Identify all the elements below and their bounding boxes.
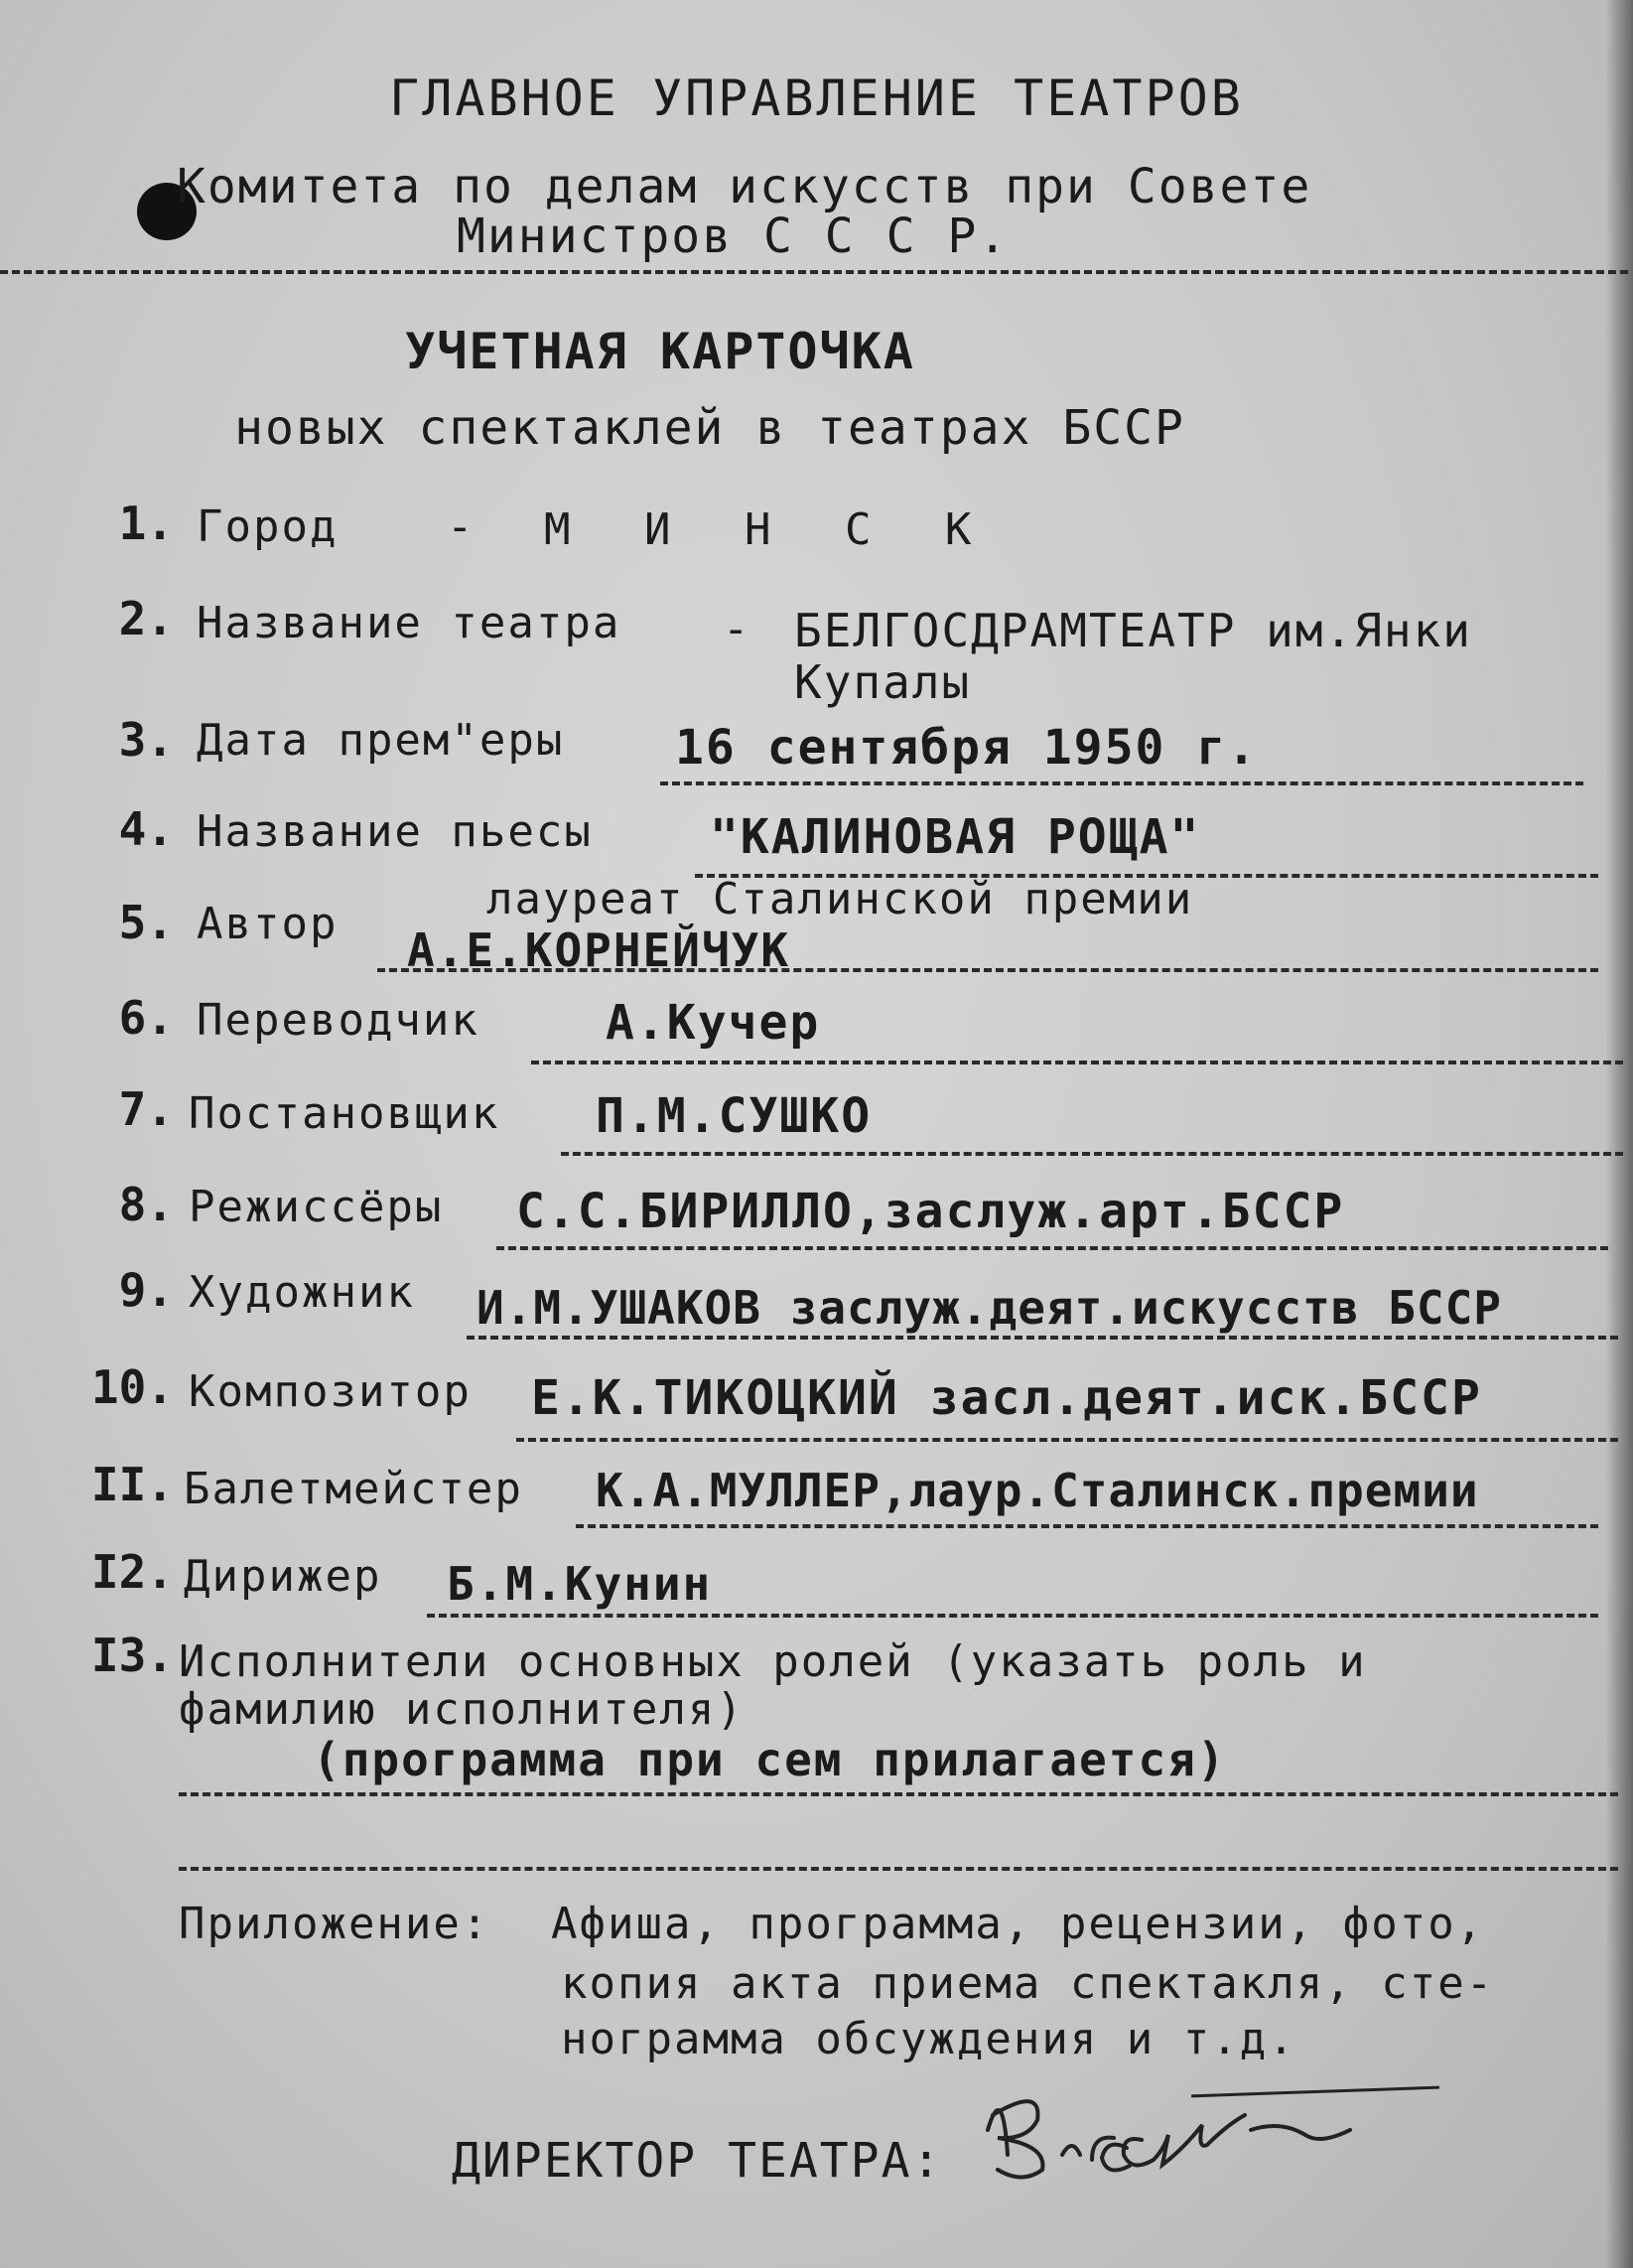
item-label-performers: Исполнители основных ролей (указать роль и: [179, 1636, 1367, 1687]
item-underline: [467, 1336, 1618, 1340]
item-value-premiere: 16 сентября 1950 г.: [675, 720, 1259, 776]
card-title: УЧЕТНАЯ КАРТОЧКА: [405, 323, 915, 380]
item-label-premiere: Дата прем"еры: [197, 715, 565, 766]
item-number: II.: [90, 1458, 174, 1511]
item-label-translator: Переводчик: [197, 995, 479, 1046]
committee-line-2: Министров С С С Р.: [457, 209, 1010, 264]
item-underline: [561, 1152, 1623, 1156]
item-label-producer: Постановщик: [189, 1088, 500, 1139]
item-value-ballet: К.А.МУЛЛЕР,лаур.Сталинск.премии: [596, 1464, 1479, 1517]
page-edge-shadow: [1605, 0, 1633, 2268]
item-underline: [179, 1792, 1618, 1796]
item-value-composer: Е.К.ТИКОЦКИЙ засл.деят.иск.БССР: [531, 1370, 1482, 1426]
appendix-label: Приложение:: [179, 1899, 490, 1949]
item-number: 6.: [118, 991, 174, 1045]
header-divider: [0, 270, 1628, 274]
item-underline: [531, 1061, 1623, 1064]
item-value-producer: П.М.СУШКО: [596, 1088, 873, 1144]
item-value-directors: С.С.БИРИЛЛО,заслуж.арт.БССР: [516, 1184, 1345, 1239]
item-number: 3.: [118, 713, 174, 767]
blank-line: [179, 1867, 1618, 1871]
item-value-author-title: лауреат Сталинской премии: [486, 874, 1194, 924]
item-value-artist: И.М.УШАКОВ заслуж.деят.искусств БССР: [476, 1281, 1502, 1335]
item-number: 2.: [118, 592, 174, 645]
item-label-author: Автор: [197, 899, 339, 949]
item-label-ballet: Балетмейстер: [184, 1464, 523, 1514]
item-number: 5.: [118, 896, 174, 949]
item-underline: [496, 1246, 1608, 1250]
item-number: I3.: [90, 1629, 174, 1682]
item-number: 9.: [118, 1263, 174, 1317]
item-label-performers-cont: фамилию исполнителя): [179, 1684, 745, 1735]
item-value-city: М И Н С К: [544, 504, 996, 555]
item-underline: [377, 968, 1598, 972]
org-heading: ГЛАВНОЕ УПРАВЛЕНИЕ ТЕАТРОВ: [389, 70, 1244, 127]
item-value-translator: А.Кучер: [606, 995, 821, 1051]
item-underline: [516, 1438, 1618, 1442]
item-label-play: Название пьесы: [197, 806, 593, 857]
item-label-city: Город: [197, 501, 339, 552]
director-label: ДИРЕКТОР ТЕАТРА:: [452, 2133, 943, 2189]
item-value-play: "КАЛИНОВАЯ РОЩА": [710, 809, 1201, 865]
item-value-author: А.Е.КОРНЕЙЧУК: [407, 923, 791, 977]
item-number: 1.: [118, 496, 174, 550]
committee-line-1: Комитета по делам искусств при Совете: [177, 159, 1312, 214]
item-value-theatre-cont: Купалы: [794, 655, 972, 709]
item-underline: [427, 1614, 1598, 1618]
item-label-artist: Художник: [189, 1267, 415, 1318]
item-number: 8.: [118, 1178, 174, 1231]
item-sep: -: [723, 604, 751, 654]
item-value-performers: (программа при сем прилагается): [313, 1733, 1227, 1786]
item-number: 7.: [118, 1082, 174, 1136]
item-label-conductor: Дирижер: [184, 1551, 382, 1602]
item-label-composer: Композитор: [189, 1366, 472, 1417]
appendix-line-1: Афиша, программа, рецензии, фото,: [551, 1899, 1485, 1949]
appendix-line-2: копия акта приема спектакля, сте-: [561, 1958, 1495, 2009]
item-number: 10.: [90, 1360, 174, 1414]
item-number: 4.: [118, 802, 174, 856]
item-value-theatre: БЕЛГОСДРАМТЕАТР им.Янки: [794, 604, 1472, 657]
item-number: I2.: [90, 1545, 174, 1599]
item-label-theatre: Название театра: [197, 598, 621, 648]
item-label-directors: Режиссёры: [189, 1182, 444, 1232]
card-subtitle: новых спектаклей в театрах БССР: [234, 400, 1185, 456]
director-signature: [968, 2060, 1464, 2190]
item-underline: [576, 1524, 1598, 1528]
appendix-line-3: нограмма обсуждения и т.д.: [561, 2014, 1296, 2064]
item-value-conductor: Б.М.Кунин: [447, 1557, 713, 1611]
item-underline: [660, 781, 1583, 785]
item-sep: -: [447, 501, 476, 552]
